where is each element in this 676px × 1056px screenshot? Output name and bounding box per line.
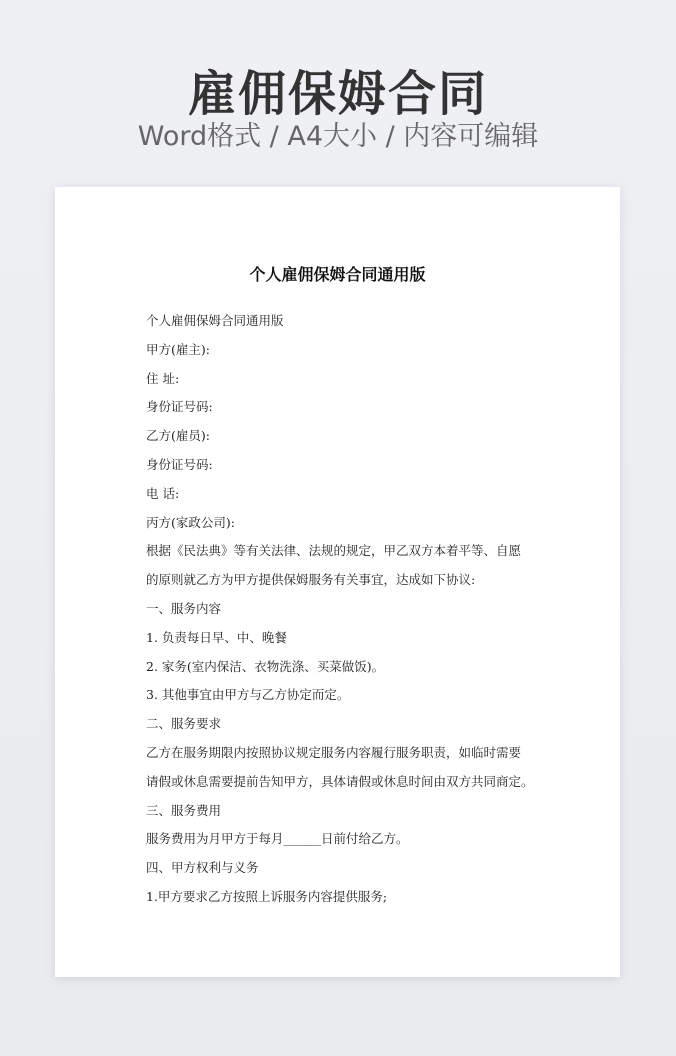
section-heading: 三、服务费用 — [146, 802, 222, 818]
document-line: 根据《民法典》等有关法律、法规的规定，甲乙双方本着平等、自愿 — [146, 543, 522, 559]
section-heading: 四、甲方权利与义务 — [146, 860, 259, 876]
document-line: 住 址: — [146, 370, 180, 386]
document-line: 身份证号码: — [146, 456, 213, 472]
section-heading: 二、服务要求 — [146, 716, 222, 732]
document-body — [146, 307, 566, 912]
document-line: 电 话: — [146, 485, 180, 501]
document-line: 1. 负责每日早、中、晚餐 — [146, 629, 287, 645]
page-title: 雇佣保姆合同 — [187, 66, 488, 122]
document-line: 的原则就乙方为甲方提供保姆服务有关事宜，达成如下协议: — [146, 572, 476, 588]
document-line: 1.甲方要求乙方按照上诉服务内容提供服务; — [146, 888, 388, 904]
document-line: 请假或休息需要提前告知甲方，具体请假或休息时间由双方共同商定。 — [146, 773, 534, 789]
page-subtitle: Word格式 / A4大小 / 内容可编辑 — [137, 121, 539, 152]
document-line: 3. 其他事宜由甲方与乙方协定而定。 — [146, 687, 350, 703]
document-line: 2. 家务(室内保洁、衣物洗涤、买菜做饭)。 — [146, 658, 385, 674]
document-line: 乙方(雇员): — [146, 428, 210, 444]
document-line: 服务费用为月甲方于每月______日前付给乙方。 — [146, 831, 409, 847]
document-line: 身份证号码: — [146, 399, 213, 415]
document-line: 个人雇佣保姆合同通用版 — [146, 313, 284, 328]
document-line: 甲方(雇主): — [146, 341, 210, 357]
section-heading: 一、服务内容 — [146, 600, 222, 616]
document-line: 乙方在服务期限内按照协议规定服务内容履行服务职责，如临时需要 — [146, 744, 522, 760]
document-line: 丙方(家政公司): — [146, 514, 235, 530]
document-title: 个人雇佣保姆合同通用版 — [249, 265, 426, 284]
document-page — [55, 187, 620, 977]
